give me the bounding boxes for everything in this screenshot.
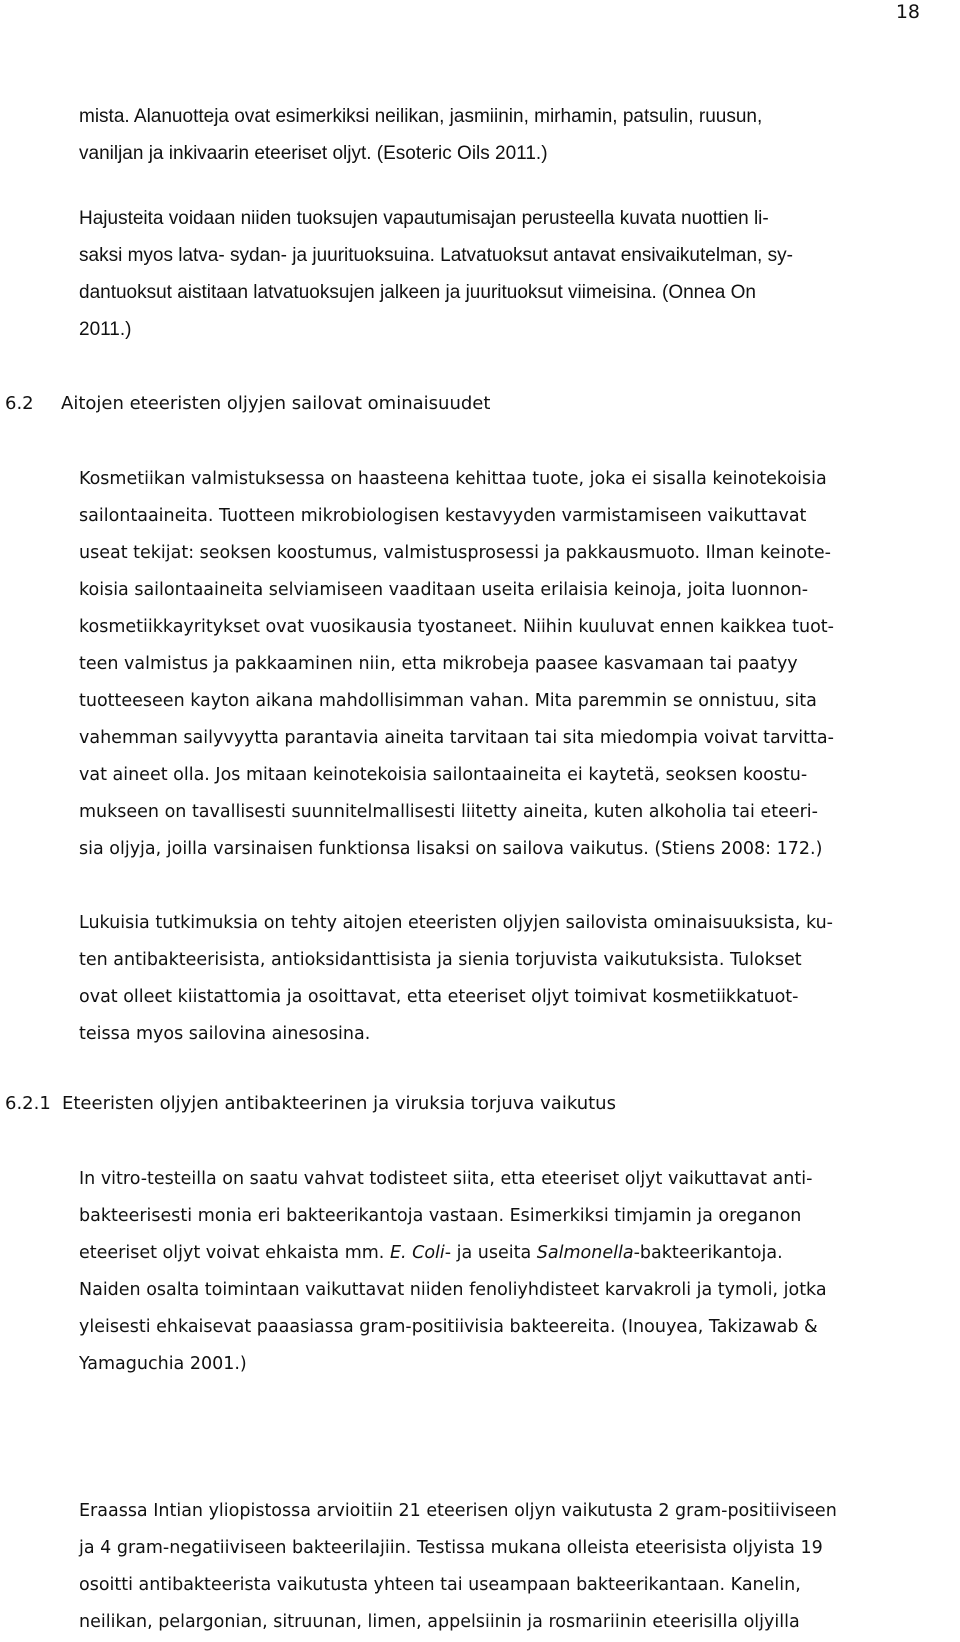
section-heading-6-2-1: [5, 1090, 616, 1118]
text-line: kosmetiikkayritykset ovat vuosikausia tyostaneet. Niihin kuuluvat ennen kaikkea tuot-: [79, 617, 834, 637]
text-line: [79, 1235, 924, 1272]
text-run: eteeriset oljyt voivat ehkaista mm.: [79, 1243, 390, 1263]
text-line: vaniljan ja inkivaarin eteeriset oljyt. (Esoteric Oils 2011.): [79, 143, 548, 164]
species-name-salmonella: Salmonella: [536, 1243, 634, 1263]
text-line: osoitti antibakteerista vaikutusta yhteen tai useampaan bakteerikantaan. Kanelin,: [79, 1575, 801, 1595]
text-line: yleisesti ehkaisevat paaasiassa gram-positiivisia bakteereita. (Inouyea, Takizawab &: [79, 1317, 818, 1337]
section-heading-6-2: [5, 390, 490, 418]
text-line: 2011.): [79, 319, 132, 340]
text-line: dantuoksut aistitaan latvatuoksujen jalkeen ja juurituoksut viimeisina. (Onnea On: [79, 282, 756, 303]
section-number: 6.2.1: [5, 1093, 51, 1114]
text-line: saksi myos latva- sydan- ja juurituoksuina. Latvatuoksut antavat ensivaikutelman, sy-: [79, 245, 793, 266]
paragraph-fragrance-notes: [79, 200, 924, 348]
section-number: 6.2: [5, 393, 34, 414]
species-name-e-coli: E. Coli: [389, 1243, 445, 1263]
text-line: useat tekijat: seoksen koostumus, valmistusprosessi ja pakkausmuoto. Ilman keinote-: [79, 543, 831, 563]
text-line: Yamaguchia 2001.): [79, 1354, 247, 1374]
text-run: -bakteerikantoja.: [633, 1243, 783, 1263]
text-line: tuotteeseen kayton aikana mahdollisimman vahan. Mita paremmin se onnistuu, sita: [79, 691, 817, 711]
section-title: Aitojen eteeristen oljyjen sailovat ominaisuudet: [61, 393, 491, 414]
text-line: ja 4 gram-negatiiviseen bakteerilajiin. Testissa mukana olleista eteerisista oljyista 19: [79, 1538, 823, 1558]
text-line: Kosmetiikan valmistuksessa on haasteena kehittaa tuote, joka ei sisalla keinotekoisia: [79, 469, 827, 489]
text-line: mista. Alanuotteja ovat esimerkiksi neilikan, jasmiinin, mirhamin, patsulin, ruusun,: [79, 106, 763, 127]
text-line: Lukuisia tutkimuksia on tehty aitojen eteeristen oljyjen sailovista ominaisuuksista, ku-: [79, 913, 833, 933]
text-line: vat aineet olla. Jos mitaan keinotekoisia sailontaaineita ei kaytetä, seoksen koostu-: [79, 765, 808, 785]
paragraph-in-vitro: [79, 1161, 924, 1383]
text-line: ten antibakteerisista, antioksidanttisista ja sienia torjuvista vaikutuksista. Tulokset: [79, 950, 802, 970]
text-line: vahemman sailyvyytta parantavia aineita tarvitaan tai sita miedompia voivat tarvitta-: [79, 728, 834, 748]
text-line: teissa myos sailovina ainesosina.: [79, 1024, 371, 1044]
text-line: koisia sailontaaineita selviamiseen vaaditaan useita erilaisia keinoja, joita luonnon-: [79, 580, 809, 600]
text-line: Naiden osalta toimintaan vaikuttavat niiden fenoliyhdisteet karvakroli ja tymoli, jotka: [79, 1280, 827, 1300]
text-line: Eraassa Intian yliopistossa arvioitiin 21 eteerisen oljyn vaikutusta 2 gram-positiiviseen: [79, 1501, 837, 1521]
text-run: - ja useita: [444, 1243, 537, 1263]
text-line: bakteerisesti monia eri bakteerikantoja vastaan. Esimerkiksi timjamin ja oreganon: [79, 1206, 802, 1226]
text-line: teen valmistus ja pakkaaminen niin, etta mikrobeja paasee kasvamaan tai paatyy: [79, 654, 798, 674]
page-number: 18: [895, 1, 920, 23]
paragraph-top-notes: [79, 98, 924, 172]
text-line: neilikan, pelargonian, sitruunan, limen, appelsiinin ja rosmariinin eteerisilla oljyilla: [79, 1612, 800, 1632]
paragraph-preservation: [79, 461, 924, 868]
text-line: ovat olleet kiistattomia ja osoittavat, etta eteeriset oljyt toimivat kosmetiikkatuot-: [79, 987, 799, 1007]
text-line: sailontaaineita. Tuotteen mikrobiologisen kestavyyden varmistamiseen vaikuttavat: [79, 506, 807, 526]
paragraph-india-study: [79, 1493, 924, 1641]
text-line: In vitro-testeilla on saatu vahvat todisteet siita, etta eteeriset oljyt vaikuttavat anti-: [79, 1169, 813, 1189]
text-line: sia oljyja, joilla varsinaisen funktionsa lisaksi on sailova vaikutus. (Stiens 2008: 172.): [79, 839, 823, 859]
paragraph-research: [79, 905, 924, 1053]
section-title: Eteeristen oljyjen antibakteerinen ja viruksia torjuva vaikutus: [62, 1093, 616, 1114]
text-line: mukseen on tavallisesti suunnitelmallisesti liitetty aineita, kuten alkoholia tai eteeri-: [79, 802, 818, 822]
text-line: Hajusteita voidaan niiden tuoksujen vapautumisajan perusteella kuvata nuottien li-: [79, 208, 769, 229]
